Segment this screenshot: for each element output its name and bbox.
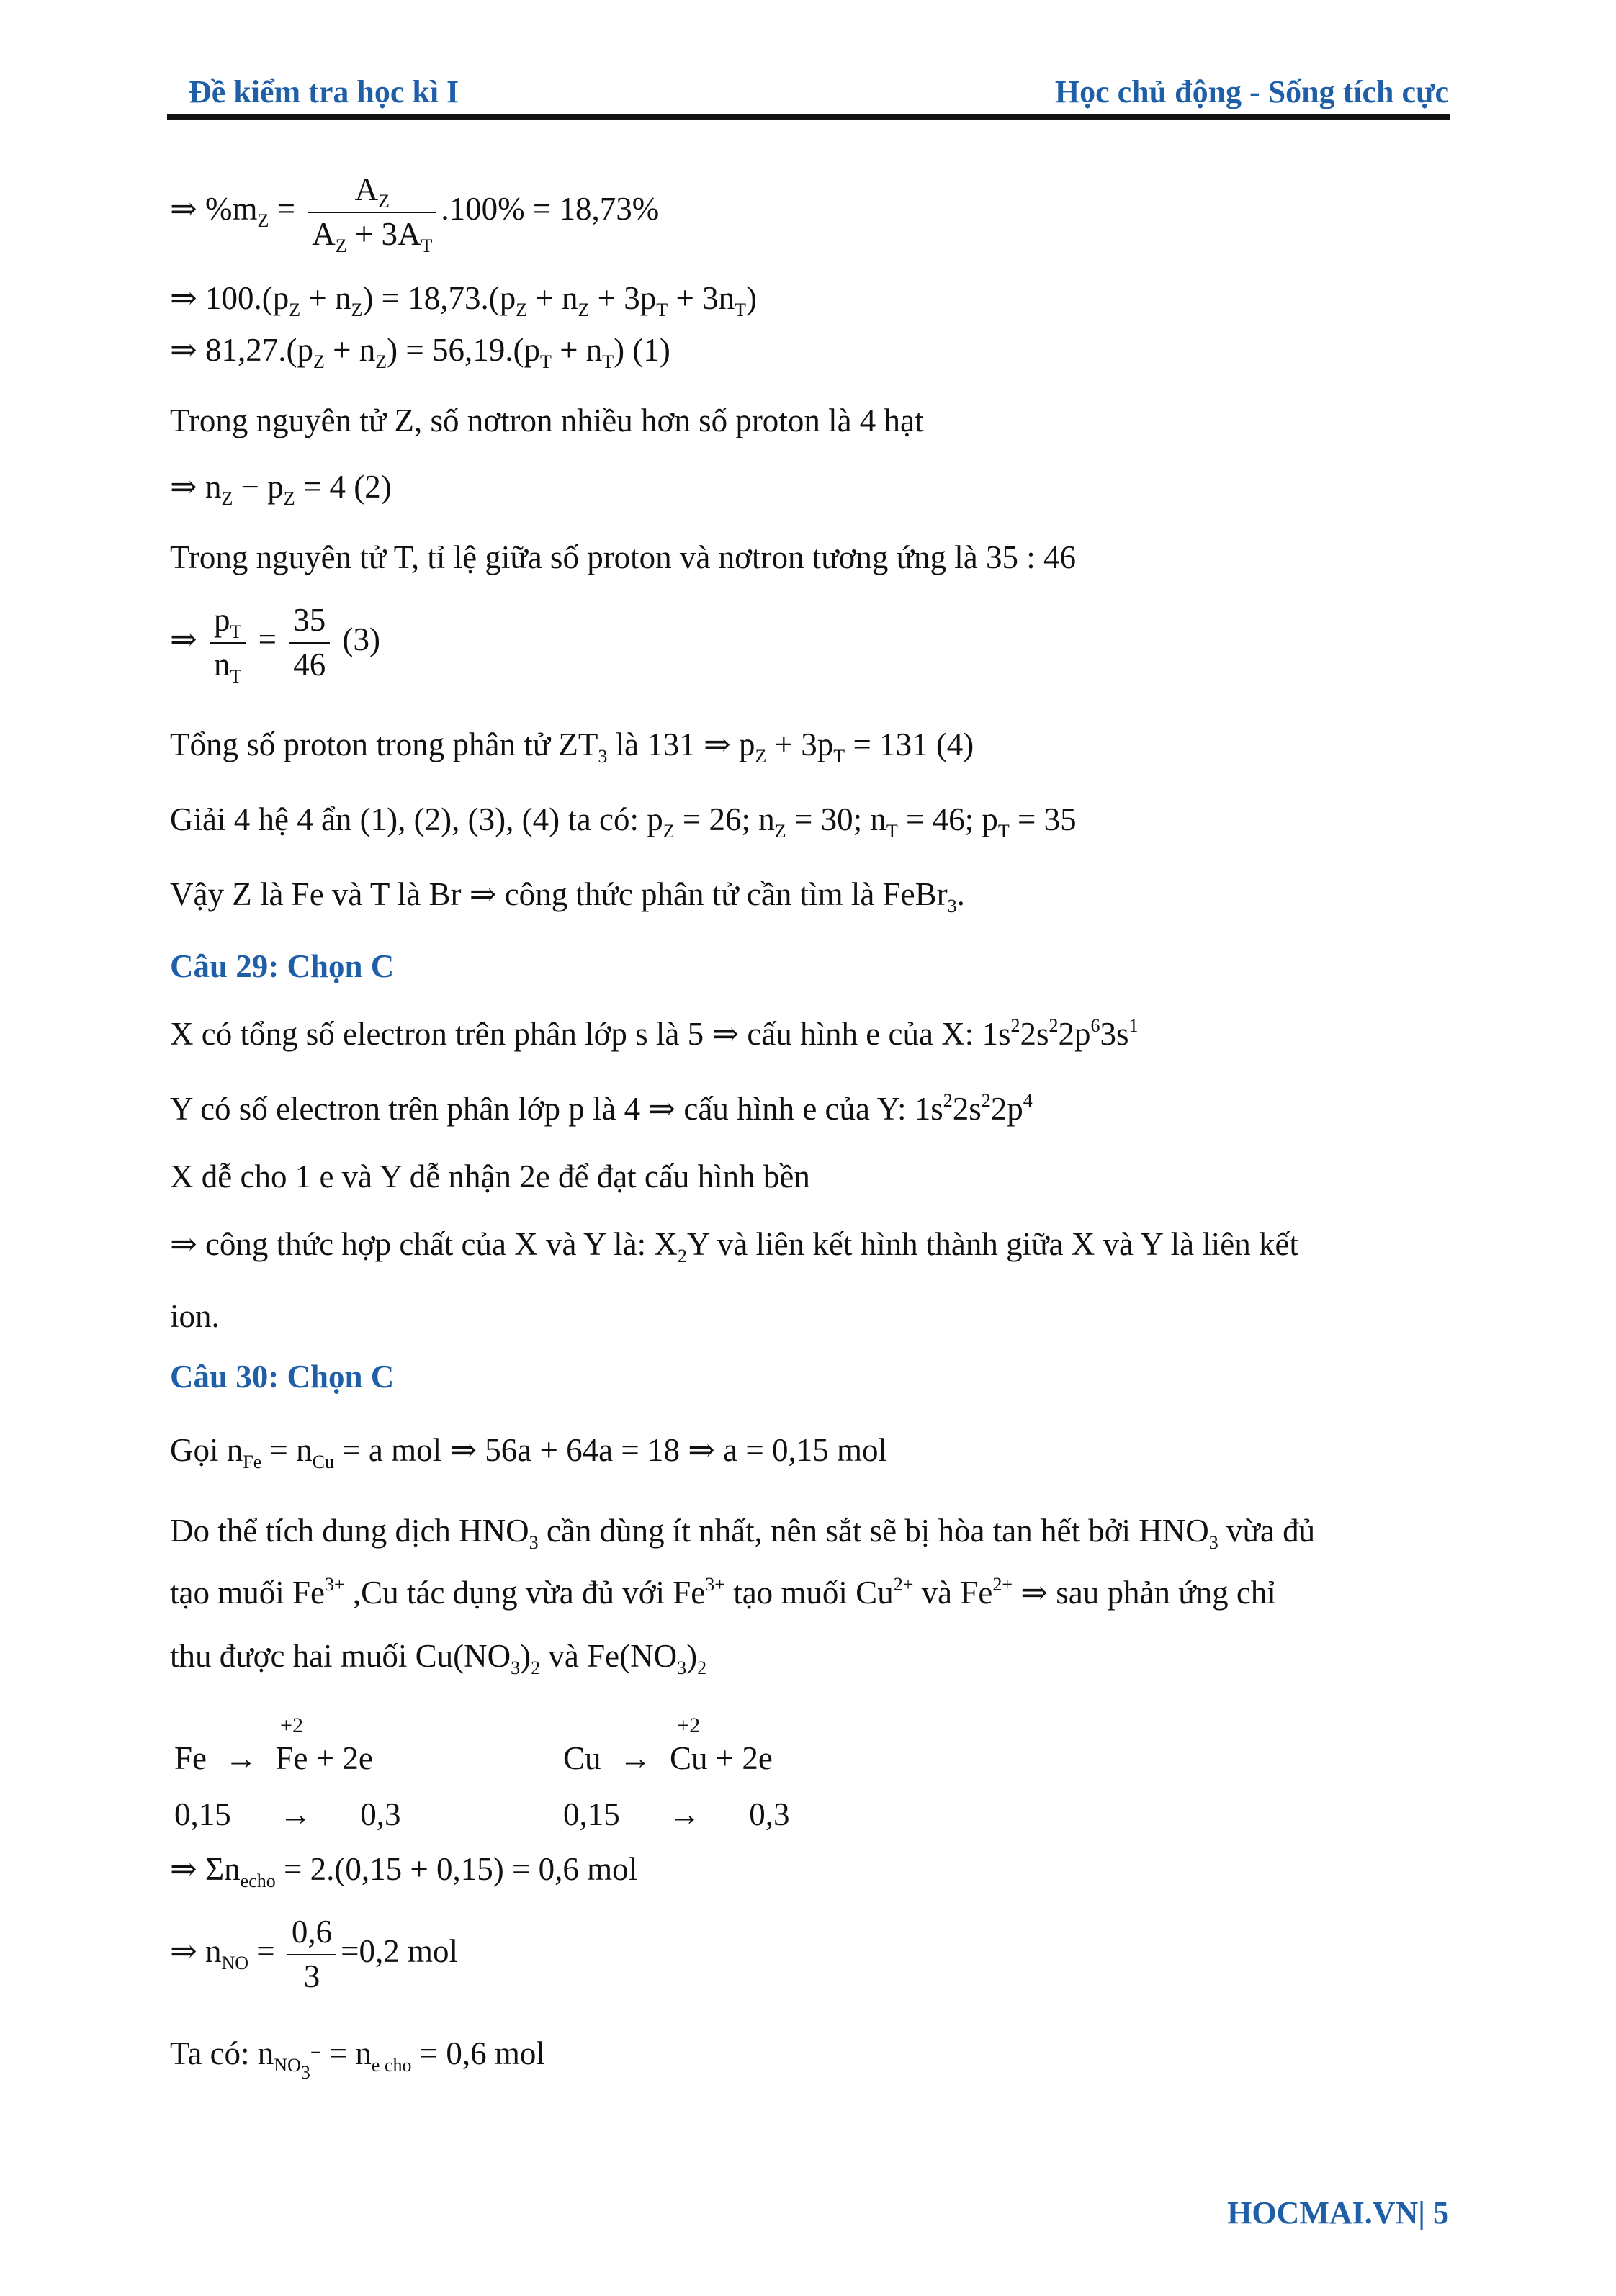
fraction-35-46: $\frac{35}{46}$: [289, 602, 330, 684]
text-salt-formation: tạo muối $Fe^{3+}$ ,Cu tác dụng vừa đủ với $Fe^{3+}$ tạo muối $Cu^{2+}$ và $Fe^{2+}$ ⇒ sau phản ứng chỉ: [170, 1574, 1276, 1611]
conclusion-formula: Vậy Z là Fe và T là Br ⇒ công thức phân tử cần tìm là FeBr$_3$.: [170, 876, 965, 917]
equation-4: Tổng số proton trong phân tử $ZT_3$ là 131 ⇒ $p_Z + 3p_T = 131$ (4): [170, 726, 974, 767]
equation-2: ⇒ $n_Z - p_Z = 4$ (2): [170, 469, 392, 509]
equation-100: ⇒ $100.(p_Z + n_Z) = 18,73.(p_Z + n_Z + 3p_T + 3n_T)$: [170, 280, 757, 320]
header-title-right: Học chủ động - Sống tích cực: [1054, 74, 1449, 109]
fraction-mass: $\frac{A_Z}{A_Z + 3A_T}$: [308, 171, 436, 253]
solution-values: Giải 4 hệ 4 ẩn (1), (2), (3), (4) ta có: $p_Z = 26$; $n_Z = 30$; $n_T = 46$; $p_T = 35$: [170, 801, 1077, 842]
equation-mass-percent: ⇒ $\%m_Z$ = $\frac{A_Z}{A_Z + 3A_T}$ .100% = 18,73%: [170, 171, 660, 256]
equation-1: ⇒ $81,27.(p_Z + n_Z) = 56,19.(p_T + n_T)$ (1): [170, 332, 670, 372]
text-atom-t: Trong nguyên tử T, tỉ lệ giữa số proton và nơtron tương ứng là 35 : 46: [170, 539, 1077, 575]
equation-electron-sum: ⇒ $\Sigma n_{echo} = 2.(0,15 + 0,15) = 0,6$ mol: [170, 1851, 638, 1891]
config-y: Y có số electron trên phân lớp p là 4 ⇒ cấu hình e của Y: $1s^22s^22p^4$: [170, 1090, 1033, 1127]
compound-formula: ⇒ công thức hợp chất của X và Y là: $X_2Y$ và liên kết hình thành giữa X và Y là liên kết: [170, 1226, 1298, 1266]
text-atom-z: Trong nguyên tử Z, số nơtron nhiều hơn số proton là 4 hạt: [170, 402, 924, 438]
config-x: X có tổng số electron trên phân lớp s là 5 ⇒ cấu hình e của X: $1s^22s^22p^63s^1$: [170, 1015, 1139, 1052]
equation-3: ⇒ $\frac{p_T}{n_T}$ = $\frac{35}{46}$ (3): [170, 602, 380, 687]
text-hno3-volume: Do thể tích dung dịch $HNO_3$ cần dùng ít nhất, nên sắt sẽ bị hòa tan hết bởi $HNO_3$ vừa đủ: [170, 1513, 1316, 1553]
text-ion: ion.: [170, 1298, 220, 1334]
equation-n-no3: Ta có: $n_{NO_3^-} = n_{e cho} = 0,6$ mol: [170, 2035, 545, 2083]
reaction-cu: Cu → +2 Cu + 2e: [563, 1714, 773, 1776]
footer-page-number: HOCMAI.VN| 5: [1227, 2195, 1449, 2230]
header-divider: [167, 114, 1450, 120]
text-two-salts: thu được hai muối $Cu(NO_3)_2$ và $Fe(NO_3)_2$: [170, 1638, 707, 1678]
equation-moles: Gọi $n_{Fe} = n_{Cu} = a$ mol ⇒ 56a + 64a = 18 ⇒ a = 0,15 mol: [170, 1432, 888, 1472]
equation-n-no: ⇒ $n_{NO}$ = $\frac{0,6}{3}$ =0,2 mol: [170, 1914, 459, 1994]
reaction-fe: Fe → +2 Fe + 2e: [174, 1714, 373, 1776]
fraction-p-over-n: $\frac{p_T}{n_T}$: [210, 602, 246, 684]
header-title-left: Đề kiểm tra học kì I: [189, 74, 459, 109]
fraction-06-over-3: $\frac{0,6}{3}$: [287, 1914, 336, 1996]
question-29-heading: Câu 29: Chọn C: [170, 948, 395, 984]
question-30-heading: Câu 30: Chọn C: [170, 1359, 395, 1395]
reaction-fe-moles: 0,15 → 0,3: [174, 1796, 401, 1832]
reaction-cu-moles: 0,15 → 0,3: [563, 1796, 790, 1832]
text-xy-stable: X dễ cho 1 e và Y dễ nhận 2e để đạt cấu hình bền: [170, 1158, 810, 1194]
